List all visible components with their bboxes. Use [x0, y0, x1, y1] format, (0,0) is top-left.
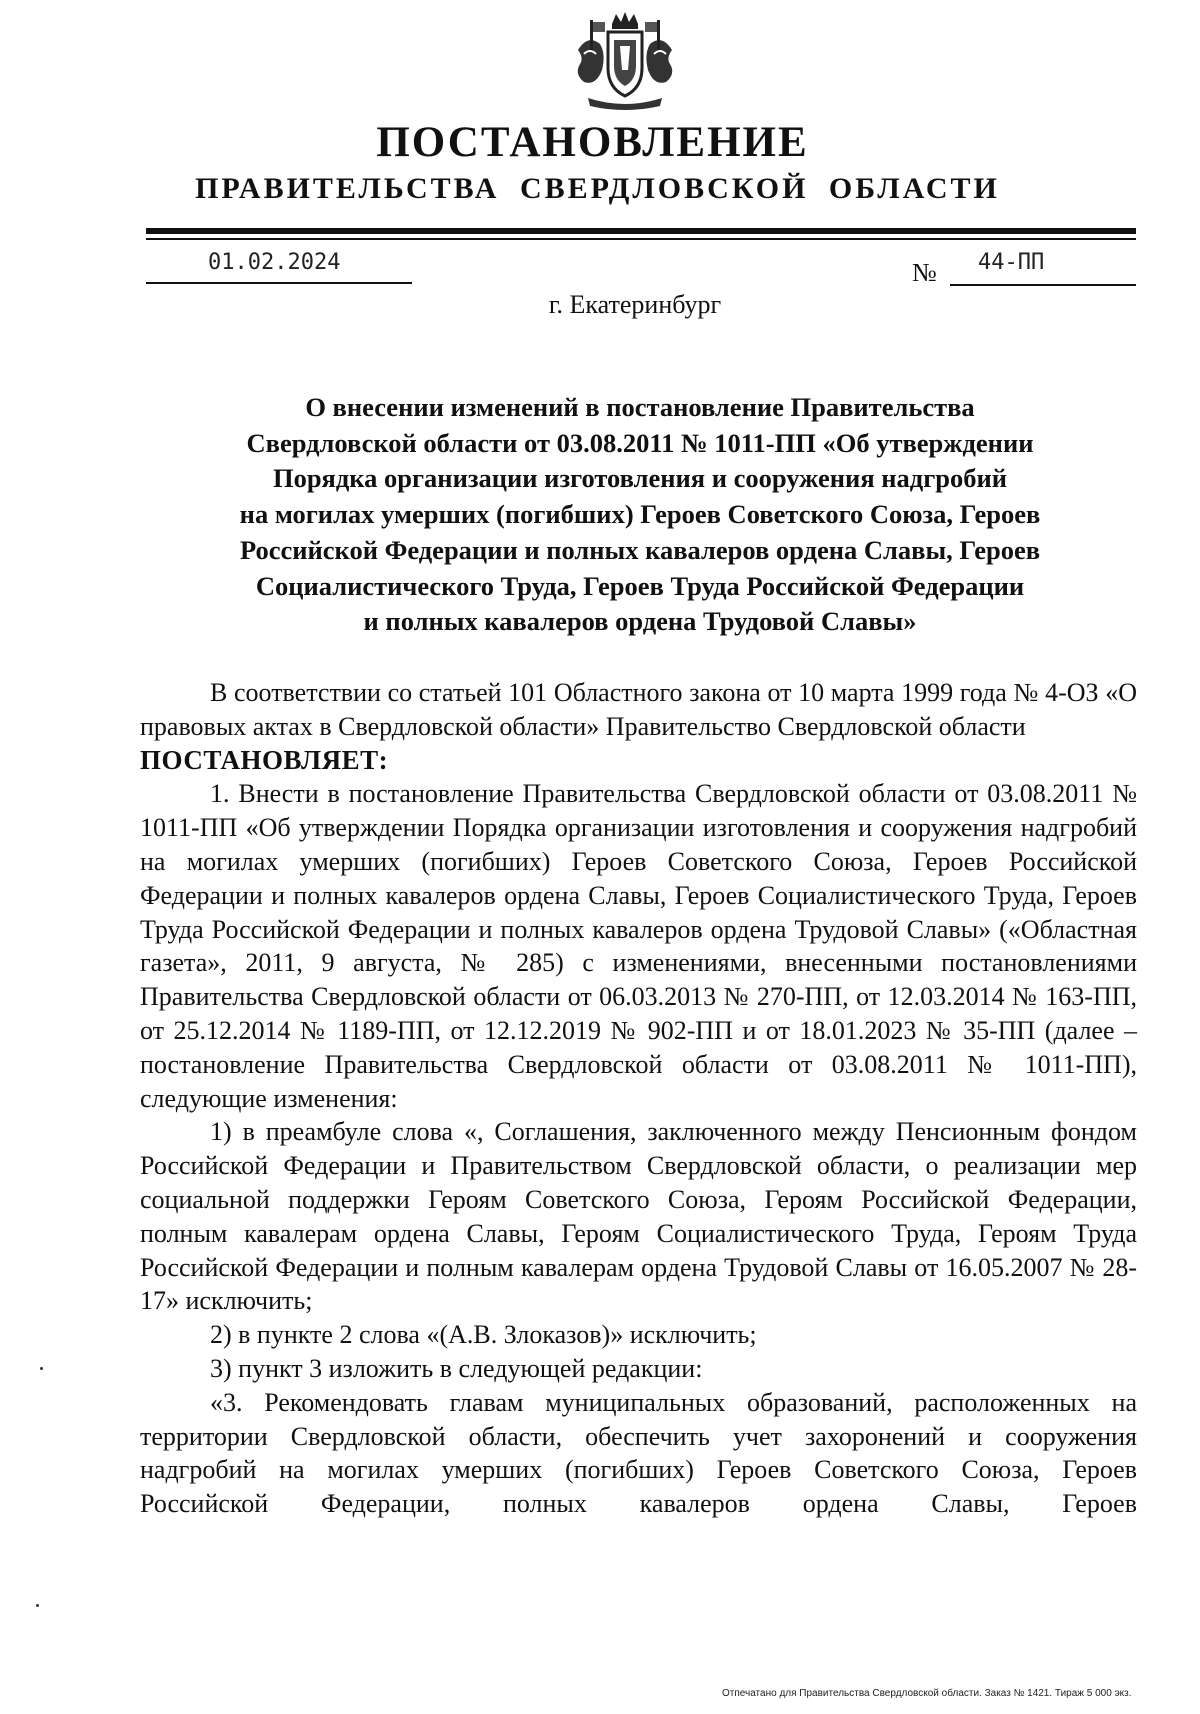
heading-line: Свердловской области от 03.08.2011 № 1011-ПП «Об утверждении	[246, 427, 1034, 458]
print-imprint: Отпечатано для Правительства Свердловской области. Заказ № 1421. Тираж 5 000 экз.	[722, 1688, 1132, 1699]
decree-word: ПОСТАНОВЛЯЕТ:	[140, 744, 389, 775]
heading-line: Порядка организации изготовления и сооружения надгробий	[272, 463, 1008, 494]
document-date: 01.02.2024	[208, 250, 341, 275]
date-underline	[146, 282, 412, 284]
heading-line: О внесении изменений в постановление Правительства	[305, 392, 975, 422]
coat-of-arms-icon	[570, 10, 680, 114]
heading-line: на могилах умерших (погибших) Героев Советского Союза, Героев	[239, 499, 1041, 530]
preamble-paragraph: В соответствии со статьей 101 Областного закона от 10 марта 1999 года № 4-ОЗ «О правовых актах в Свердловской области» Правительство Свердловской области	[140, 678, 1137, 741]
number-underline	[950, 284, 1136, 286]
item-1-paragraph: 1. Внести в постановление Правительства Свердловской области от 03.08.2011 № 1011-ПП «Об утверждении Порядка организации изготовления и сооружения надгробий на могилах умерших (погибших) Героев Советского Союза, Героев Российской Федерации и полных кавалеров ордена Славы, Героев Социалистического Труда, Героев Труда Российской Федерации и полных кавалеров ордена Трудовой Славы» («Областная газета», 2011, 9 августа, № 285) с изменениями, внесенными постановлениями Правительства Свердловской области от 06.03.2013 № 270-ПП, от 12.03.2014 № 163-ПП, от 25.12.2014 № 1189-ПП, от 12.12.2019 № 902-ПП и от 18.01.2023 № 35-ПП (далее – постановление Правительства Свердловской области от 03.08.2011 № 1011-ПП), следующие изменения:	[140, 779, 1137, 1113]
document-heading	[140, 390, 1140, 640]
document-issuer: ПРАВИТЕЛЬСТВА СВЕРДЛОВСКОЙ ОБЛАСТИ	[195, 172, 1000, 205]
heading-line: Российской Федерации и полных кавалеров ордена Славы, Героев	[239, 534, 1041, 565]
subitem-3-paragraph: 3) пункт 3 изложить в следующей редакции:	[210, 1353, 703, 1383]
document-city: г. Екатеринбург	[548, 290, 722, 319]
heading-line: и полных кавалеров ордена Трудовой Славы»	[363, 606, 917, 637]
document-number: 44-ПП	[978, 250, 1045, 275]
scan-speck	[40, 1367, 43, 1370]
subitem-1-paragraph: 1) в преамбуле слова «, Соглашения, заключенного между Пенсионным фондом Российской Федерации и Правительством Свердловской области, о реализации мер социальной поддержки Героям Советского Союза, Героям Российской Федерации, полным кавалерам ордена Славы, Героям Социалистического Труда, Героям Труда Российской Федерации и полным кавалерам ордена Трудовой Славы от 16.05.2007 № 28-17» исключить;	[140, 1117, 1137, 1316]
header-divider-thin	[146, 238, 1136, 240]
document-body	[140, 676, 1137, 1521]
heading-line: Социалистического Труда, Героев Труда Российской Федерации	[255, 570, 1025, 601]
scan-speck	[36, 1604, 39, 1607]
subitem-2-paragraph: 2) в пункте 2 слова «(А.В. Злоказов)» исключить;	[210, 1320, 757, 1350]
coat-of-arms-emblem	[570, 10, 680, 114]
document-title: ПОСТАНОВЛЕНИЕ	[376, 119, 809, 166]
number-sign: №	[912, 258, 937, 287]
header-divider-thick	[146, 228, 1136, 234]
quoted-item-3-paragraph: «3. Рекомендовать главам муниципальных образований, расположенных на территории Свердловской области, обеспечить учет захоронений и сооружения надгробий на могилах умерших (погибших) Героев Советского Союза, Героев Российской Федерации, полных кавалеров ордена Славы, Героев	[140, 1387, 1137, 1519]
